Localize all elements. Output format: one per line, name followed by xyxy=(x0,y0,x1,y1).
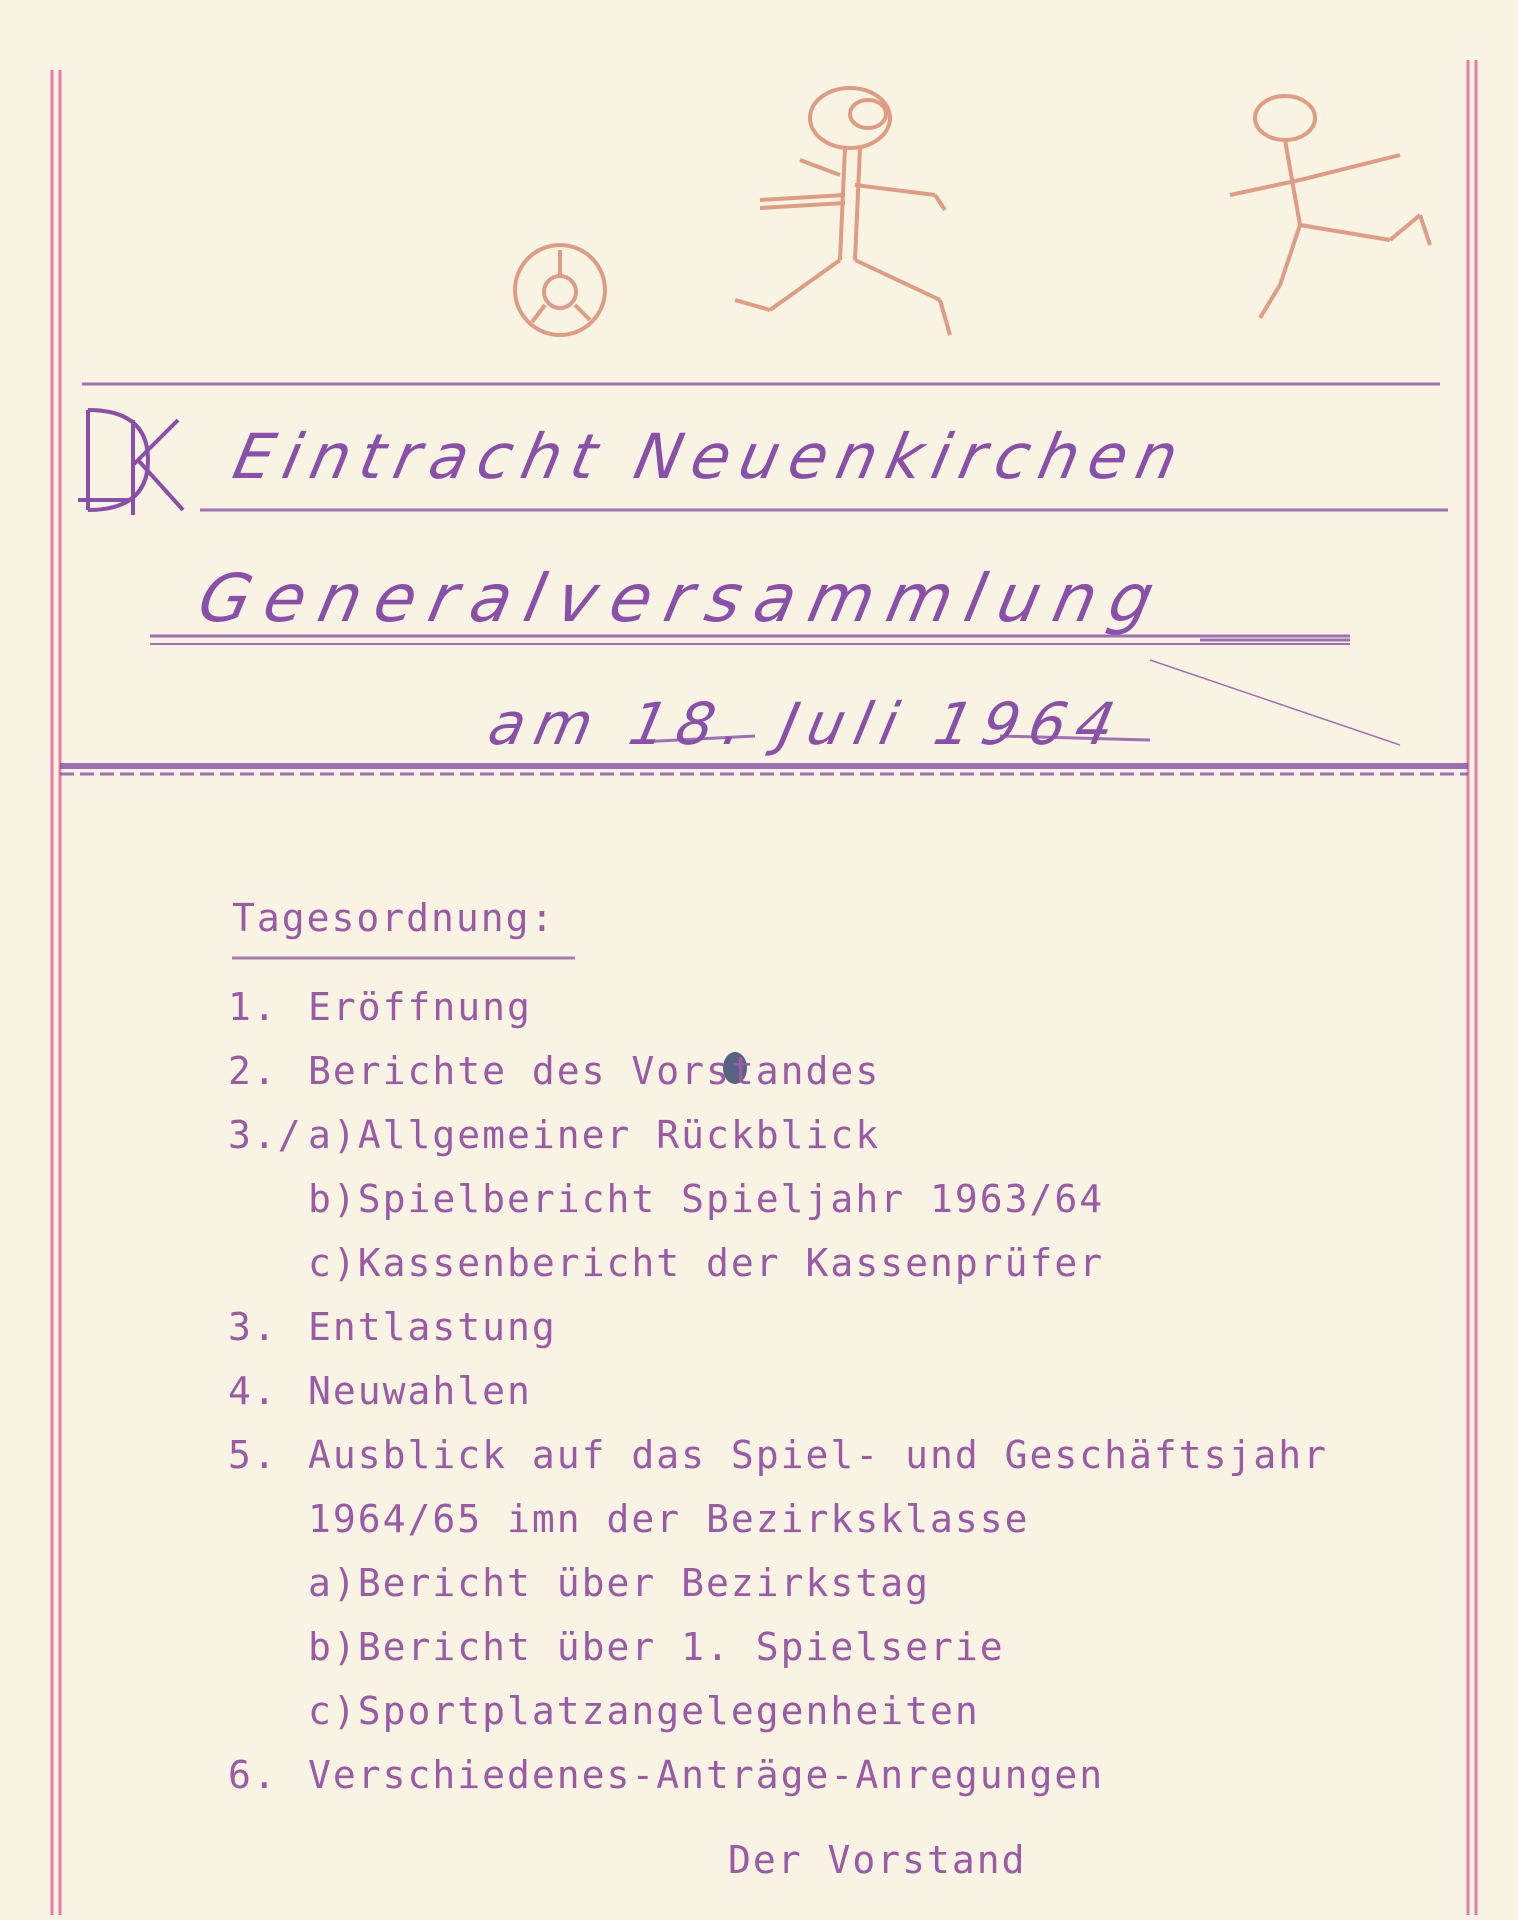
agenda-heading: Tagesordnung: xyxy=(232,896,556,940)
agenda-item-text: Berichte des Vorstandes xyxy=(308,1049,881,1093)
agenda-item-text: c)Sportplatzangelegenheiten xyxy=(308,1689,980,1733)
meeting-date: am 18. Juli 1964 xyxy=(482,690,1131,758)
stick-figure-player-1 xyxy=(735,88,950,335)
stick-figure-player-2 xyxy=(1230,96,1430,318)
agenda-item-text: c)Kassenbericht der Kassenprüfer xyxy=(308,1241,1105,1285)
agenda-item-number: 5. xyxy=(228,1433,278,1477)
agenda-item-number: 1. xyxy=(228,985,278,1029)
agenda-item-number: 3./ xyxy=(228,1113,303,1157)
djk-logo xyxy=(78,400,188,520)
agenda-item-text: Verschiedenes-Anträge-Anregungen xyxy=(308,1753,1105,1797)
agenda-item-text: Eröffnung xyxy=(308,985,532,1029)
agenda-item-text: Entlastung xyxy=(308,1305,557,1349)
agenda-item-text: 1964/65 imn der Bezirksklasse xyxy=(308,1497,1030,1541)
meeting-title: Generalversammlung xyxy=(191,560,1175,637)
agenda-item-text: Ausblick auf das Spiel- und Geschäftsjahr xyxy=(308,1433,1328,1477)
agenda-item-number: 4. xyxy=(228,1369,278,1413)
agenda-item-text: a)Bericht über Bezirkstag xyxy=(308,1561,930,1605)
agenda-item-number: 3. xyxy=(228,1305,278,1349)
agenda-item-text: a)Allgemeiner Rückblick xyxy=(308,1113,881,1157)
agenda-item-text: Neuwahlen xyxy=(308,1369,532,1413)
soccer-ball-drawing xyxy=(515,245,605,335)
agenda-item-text: b)Spielbericht Spieljahr 1963/64 xyxy=(308,1177,1105,1221)
signature: Der Vorstand xyxy=(728,1838,1027,1882)
agenda-item-text: b)Bericht über 1. Spielserie xyxy=(308,1625,1005,1669)
agenda-item-number: 6. xyxy=(228,1753,278,1797)
club-name: Eintracht Neuenkirchen xyxy=(227,420,1195,493)
agenda-item-number: 2. xyxy=(228,1049,278,1093)
